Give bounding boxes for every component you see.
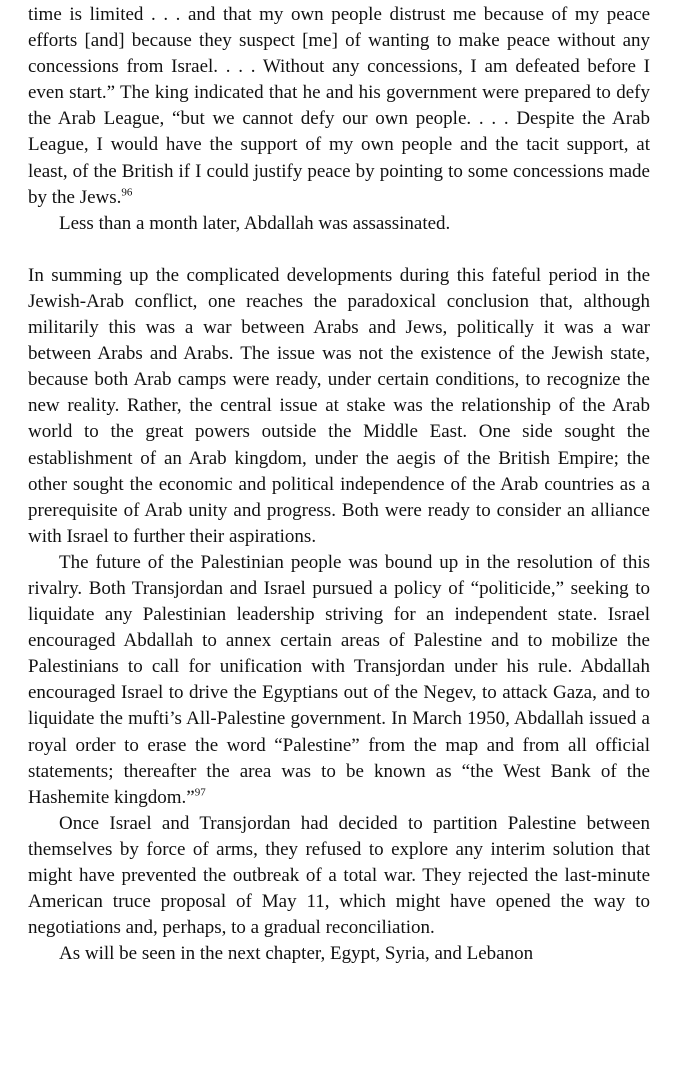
summary-paragraph [28, 263, 650, 550]
book-page [28, 2, 650, 967]
paragraph-text: Less than a month later, Abdallah was assassinated. [59, 212, 451, 234]
next-chapter-paragraph [28, 941, 650, 967]
paragraph-text: Once Israel and Transjordan had decided to partition Palestine between themselves by force of arms, they refused to explore any interim solution that might have prevented the outbreak of a total war. They rejected the last-minute American truce proposal of May 11, which might have opened the way to negotiations and, perhaps, to a gradual reconciliation. [28, 812, 650, 939]
footnote-marker: 97 [194, 786, 206, 799]
footnote-marker: 96 [121, 186, 133, 199]
paragraph-text: time is limited . . . and that my own people distrust me because of my peace efforts [and] because they suspect [me] of wanting to make peace without any concessions from Israel. . . . Without any concessions, I am defeated before I even start.” The king indicated that he and his government were prepared to defy the Arab League, “but we cannot defy our own people. . . . Despite the Arab League, I would have the support of my own people and the tacit support, at least, of the British if I could justify peace by pointing to some concessions made by the Jews. [28, 4, 650, 208]
paragraph-text: As will be seen in the next chapter, Egypt, Syria, and Lebanon [59, 943, 534, 965]
quote-continuation-paragraph [28, 2, 650, 211]
partition-paragraph [28, 811, 650, 941]
assassination-paragraph [28, 211, 650, 237]
paragraph-text: The future of the Palestinian people was bound up in the resolution of this rivalry. Both Transjordan and Israel pursued a policy of “politicide,” seeking to liquidate any Palestinian leadership striving for an independent state. Israel encouraged Abdallah to annex certain areas of Palestine and to mobilize the Palestinians to call for unification with Transjordan under his rule. Abdallah encouraged Israel to drive the Egyptians out of the Negev, to attack Gaza, and to liquidate the mufti’s All-Palestine government. In March 1950, Abdallah issued a royal order to erase the word “Palestine” from the map and from all official statements; thereafter the area was to be known as “the West Bank of the Hashemite kingdom.” [28, 551, 650, 808]
palestinian-future-paragraph [28, 550, 650, 811]
paragraph-text: In summing up the complicated developments during this fateful period in the Jewish-Arab conflict, one reaches the paradoxical conclusion that, although militarily this was a war between Arabs and Jews, politically it was a war between Arabs and Arabs. The issue was not the existence of the Jewish state, because both Arab camps were ready, under certain conditions, to recognize the new reality. Rather, the central issue at stake was the relationship of the Arab world to the great powers outside the Middle East. One side sought the establishment of an Arab kingdom, under the aegis of the British Empire; the other sought the economic and political independence of the Arab countries as a prerequisite of Arab unity and progress. Both were ready to consider an alliance with Israel to further their aspirations. [28, 264, 650, 547]
